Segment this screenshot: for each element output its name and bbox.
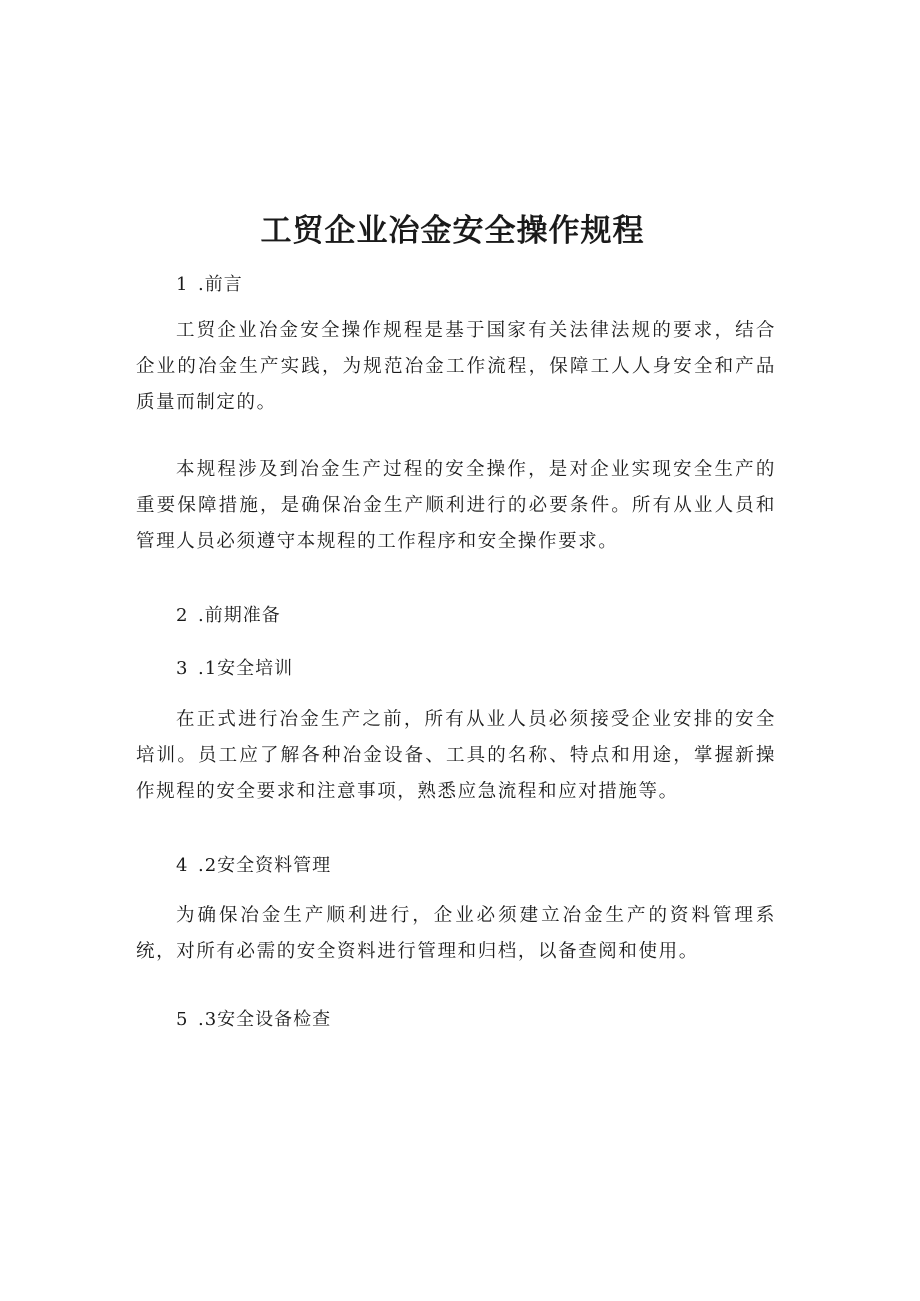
section-number: 1 [176,274,189,295]
section-number: 2 [176,605,189,626]
section-label: .前期准备 [198,605,281,626]
paragraph-document-management: 为确保冶金生产顺利进行，企业必须建立冶金生产的资料管理系统，对所有必需的安全资料进行管理和归档，以备查阅和使用。 [136,905,776,962]
section-number: 5 [176,1009,189,1030]
paragraph-preface-1: 工贸企业冶金安全操作规程是基于国家有关法律法规的要求，结合企业的冶金生产实践，为规范冶金工作流程，保障工人人身安全和产品质量而制定的。 [136,320,776,413]
paragraph-preface-2: 本规程涉及到冶金生产过程的安全操作，是对企业实现安全生产的重要保障措施，是确保冶金生产顺利进行的必要条件。所有从业人员和管理人员必须遵守本规程的工作程序和安全操作要求。 [136,459,776,552]
section-number: 3 [176,658,189,679]
document-title: 工贸企业冶金安全操作规程 [260,213,645,249]
section-heading-document-management [176,851,331,877]
section-label: .1安全培训 [198,658,294,679]
section-label: .2安全资料管理 [198,855,332,876]
section-number: 4 [176,855,189,876]
section-heading-preparation [176,601,281,627]
section-heading-equipment-inspection [176,1005,331,1031]
paragraph-safety-training: 在正式进行冶金生产之前，所有从业人员必须接受企业安排的安全培训。员工应了解各种冶金设备、工具的名称、特点和用途，掌握新操作规程的安全要求和注意事项，熟悉应急流程和应对措施等。 [136,709,776,802]
section-heading-safety-training [176,654,293,680]
section-label: .3安全设备检查 [198,1009,332,1030]
section-label: .前言 [198,274,243,295]
section-heading-preface [176,270,243,296]
